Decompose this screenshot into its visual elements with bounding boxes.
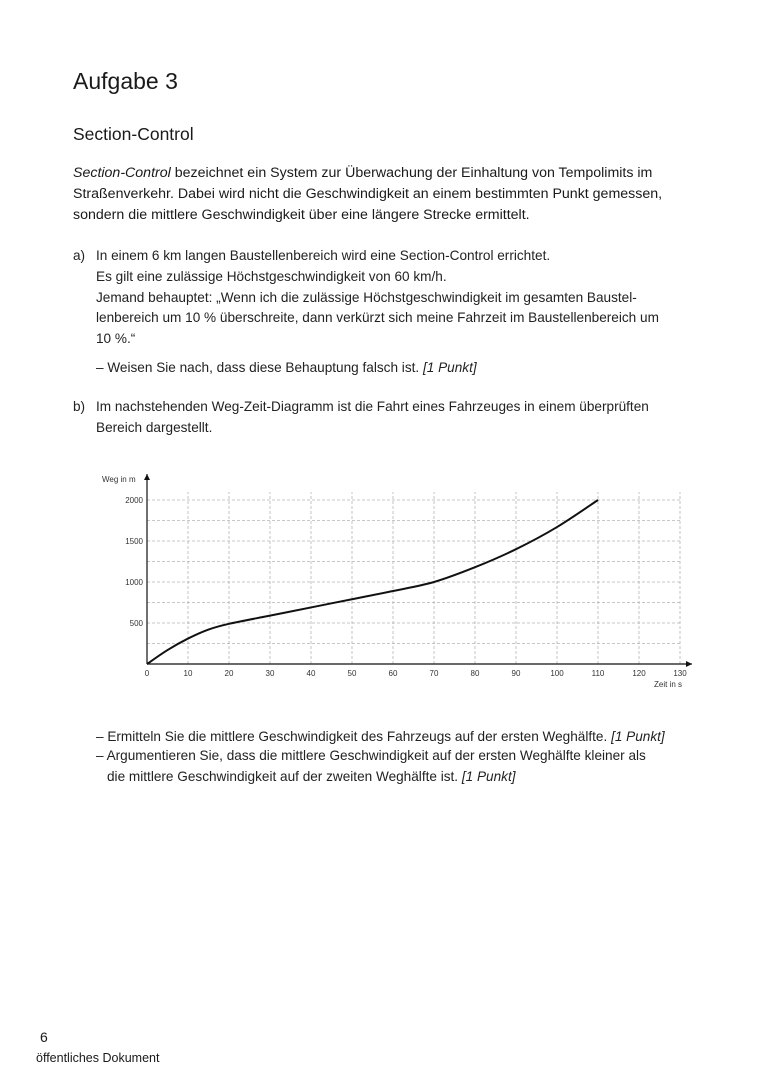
part-b-task-1-points: [1 Punkt] bbox=[611, 729, 665, 744]
x-tick-label: 90 bbox=[511, 669, 521, 678]
part-a-line: Es gilt eine zulässige Höchstgeschwindigkeit von 60 km/h. bbox=[96, 268, 447, 284]
part-a-points: [1 Punkt] bbox=[422, 360, 477, 375]
x-tick-label: 0 bbox=[144, 669, 150, 678]
intro-line-1-rest: bezeichnet ein System zur Überwachung der Einhaltung von Tempolimits im bbox=[170, 165, 653, 181]
intro-line-1 bbox=[73, 163, 713, 184]
part-a-text bbox=[96, 246, 659, 350]
x-axis-arrow bbox=[686, 661, 692, 667]
x-tick-label: 100 bbox=[550, 669, 564, 678]
part-b-task-2-line-2 bbox=[96, 767, 646, 788]
footer-label: öffentliches Dokument bbox=[36, 1051, 160, 1065]
section-heading: Section-Control bbox=[73, 124, 194, 144]
intro-line-3: sondern die mittlere Geschwindigkeit über eine längere Strecke ermittelt. bbox=[73, 207, 530, 223]
chart-axes bbox=[144, 474, 692, 667]
x-tick-label: 20 bbox=[224, 669, 234, 678]
chart-grid bbox=[147, 492, 680, 664]
y-tick-label: 2000 bbox=[125, 496, 143, 505]
part-b-label: b) bbox=[73, 399, 86, 414]
x-tick-label: 130 bbox=[673, 669, 687, 678]
part-b-task-2-line-2-text: die mittlere Geschwindigkeit auf der zweiten Weghälfte ist. bbox=[107, 768, 459, 784]
y-tick-label: 1500 bbox=[125, 537, 143, 546]
distance-time-chart bbox=[95, 462, 705, 692]
part-a-line: In einem 6 km langen Baustellenbereich wird eine Section-Control errichtet. bbox=[96, 248, 551, 263]
y-tick-label: 1000 bbox=[125, 578, 143, 587]
x-tick-label: 60 bbox=[388, 669, 398, 678]
part-b-line: Bereich dargestellt. bbox=[96, 419, 213, 435]
x-tick-label: 50 bbox=[347, 669, 357, 678]
part-a-label: a) bbox=[73, 248, 86, 263]
intro-line-2: Straßenverkehr. Dabei wird nicht die Geschwindigkeit an einem bestimmten Punkt gemessen, bbox=[73, 186, 663, 202]
page-number: 6 bbox=[40, 1029, 48, 1045]
x-tick-label: 80 bbox=[470, 669, 480, 678]
x-tick-label: 110 bbox=[591, 669, 605, 678]
part-a-line: 10 %.“ bbox=[96, 331, 136, 347]
part-a-task-text: – Weisen Sie nach, dass diese Behauptung falsch ist. bbox=[96, 360, 420, 375]
part-b-line: Im nachstehenden Weg-Zeit-Diagramm ist die Fahrt eines Fahrzeuges in einem überprüften bbox=[96, 399, 649, 414]
part-a-task bbox=[96, 358, 477, 379]
x-tick-label: 10 bbox=[183, 669, 193, 678]
y-tick-label: 500 bbox=[129, 619, 143, 628]
x-tick-label: 30 bbox=[265, 669, 275, 678]
part-b-task-2-line-1: – Argumentieren Sie, dass die mittlere Geschwindigkeit auf der ersten Weghälfte kleiner als bbox=[96, 748, 646, 763]
y-axis-label: Weg in m bbox=[102, 475, 136, 484]
part-a-line: lenbereich um 10 % überschreite, dann verkürzt sich meine Fahrzeit im Baustellenbereich um bbox=[96, 310, 659, 326]
y-axis-arrow bbox=[144, 474, 150, 480]
intro-term: Section-Control bbox=[73, 165, 171, 181]
part-a-line: Jemand behauptet: „Wenn ich die zulässige Höchstgeschwindigkeit im gesamten Baustel- bbox=[96, 289, 637, 305]
chart-tick-labels bbox=[125, 496, 687, 678]
part-b-task-2 bbox=[96, 746, 646, 788]
x-axis-label: Zeit in s bbox=[653, 680, 682, 689]
x-tick-label: 120 bbox=[632, 669, 646, 678]
part-b-task-2-points: [1 Punkt] bbox=[461, 768, 516, 784]
part-b-task-1-text: – Ermitteln Sie die mittlere Geschwindigkeit des Fahrzeugs auf der ersten Weghälfte. bbox=[96, 729, 608, 744]
part-b-text bbox=[96, 397, 649, 439]
x-tick-label: 70 bbox=[429, 669, 439, 678]
task-title: Aufgabe 3 bbox=[73, 68, 178, 94]
x-tick-label: 40 bbox=[306, 669, 316, 678]
part-b-task-1 bbox=[96, 727, 665, 748]
intro-paragraph bbox=[73, 163, 713, 226]
